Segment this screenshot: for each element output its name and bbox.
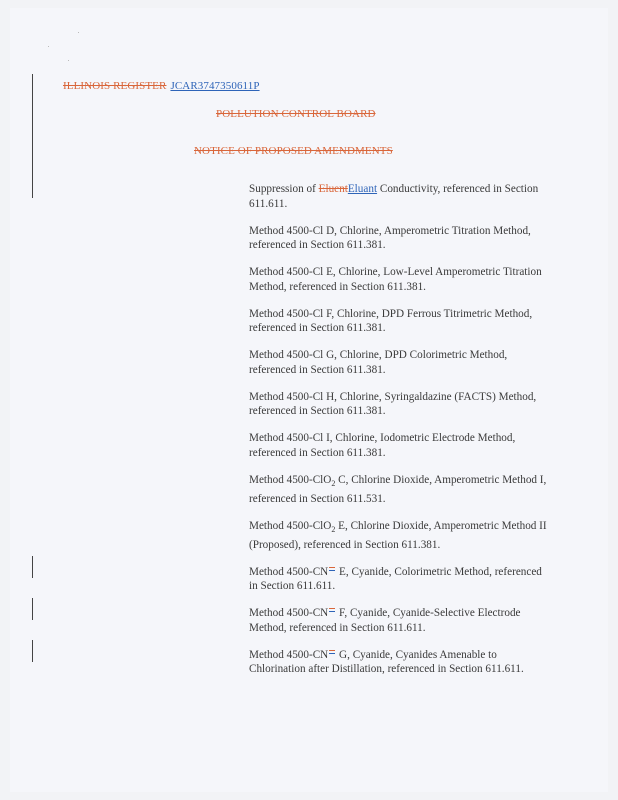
method-entry — [249, 648, 549, 677]
entry-text: Method 4500-CN — [249, 648, 329, 661]
subscript: 2 — [331, 525, 336, 535]
change-bar — [32, 598, 33, 620]
change-bar — [32, 556, 33, 578]
method-entry — [249, 519, 549, 552]
entry-text: E, Chlorine Dioxide, Amperometric Method II (Proposed), referenced in Section 611.381. — [249, 519, 547, 551]
method-entry: Method 4500-Cl G, Chlorine, DPD Colorimetric Method, referenced in Section 611.381. — [249, 349, 508, 376]
deleted-word: Eluent — [318, 183, 348, 195]
inserted-word: Eluant — [347, 183, 378, 195]
entry-text: F, Cyanide, Cyanide-Selective Electrode Method, referenced in Section 611.611. — [249, 607, 521, 634]
entry-text: Conductivity, referenced in Section 611.611. — [249, 183, 539, 210]
method-entry — [249, 606, 549, 635]
method-entry: Method 4500-Cl F, Chlorine, DPD Ferrous Titrimetric Method, referenced in Section 611.381. — [249, 307, 533, 335]
scan-speck — [48, 46, 49, 47]
entry-text: E, Cyanide, Colorimetric Method, referenced in Section 611.611. — [249, 565, 542, 593]
entry-text: Method 4500-CN — [249, 607, 329, 620]
scan-speck — [68, 60, 69, 61]
document-page — [10, 8, 608, 792]
method-entry — [249, 473, 549, 506]
notice-header: NOTICE OF PROPOSED AMENDMENTS — [194, 145, 393, 157]
subscript: 2 — [331, 479, 336, 489]
register-header — [63, 80, 260, 92]
entry-text: Method 4500-CN — [249, 565, 329, 578]
method-entry: Method 4500-Cl I, Chlorine, Iodometric Electrode Method, referenced in Section 611.381. — [249, 432, 516, 460]
method-list — [249, 182, 549, 689]
scan-speck — [78, 32, 79, 33]
entry-text: G, Cyanide, Cyanides Amenable to Chlorination after Distillation, referenced in Section 611.611. — [249, 648, 524, 676]
method-entry — [249, 182, 549, 211]
change-bar — [32, 74, 33, 198]
method-entry — [249, 565, 549, 594]
board-header: POLLUTION CONTROL BOARD — [216, 108, 376, 120]
register-deleted-text: ILLINOIS REGISTER — [63, 80, 167, 92]
method-entry: Method 4500-Cl H, Chlorine, Syringaldazine (FACTS) Method, referenced in Section 611.381. — [249, 390, 537, 418]
entry-text: Method 4500-ClO — [249, 519, 332, 532]
entry-text: Method 4500-ClO — [249, 474, 332, 487]
register-inserted-text: JCAR3747350611P — [170, 80, 260, 92]
method-entry: Method 4500-Cl E, Chlorine, Low-Level Amperometric Titration Method, referenced in Section 611.381. — [249, 266, 542, 293]
change-bar — [32, 640, 33, 662]
entry-text: C, Chlorine Dioxide, Amperometric Method I, referenced in Section 611.531. — [249, 474, 547, 505]
entry-text: Suppression of — [249, 183, 319, 195]
method-entry: Method 4500-Cl D, Chlorine, Amperometric Titration Method, referenced in Section 611.381. — [249, 224, 531, 252]
